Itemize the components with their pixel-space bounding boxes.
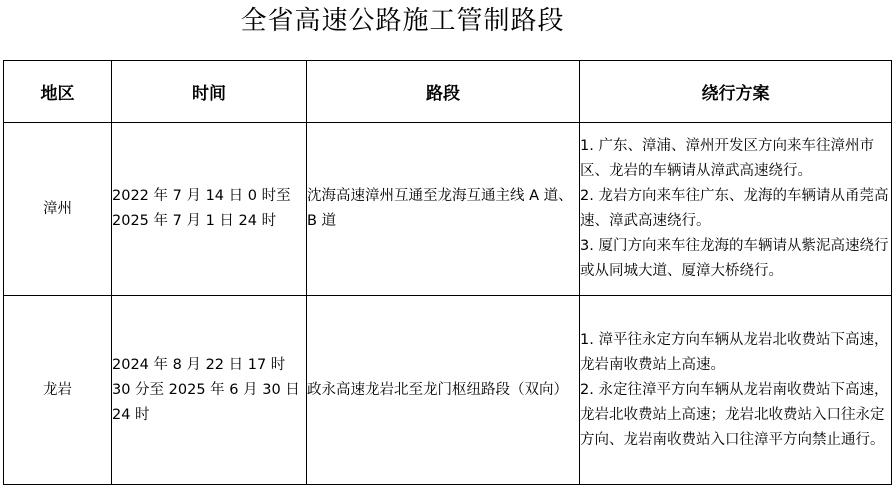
region-cell: 漳州 xyxy=(4,123,112,296)
region-cell: 龙岩 xyxy=(4,296,112,485)
detour-item: 2. 龙岩方向来车往广东、龙海的车辆请从甬莞高速、漳武高速绕行。 xyxy=(580,188,889,229)
time-cell xyxy=(112,296,307,485)
document-title: 全省高速公路施工管制路段 xyxy=(240,6,565,36)
section-cell xyxy=(307,123,580,296)
time-text: 2024 年 8 月 22 日 17 时 30 分至 2025 年 6 月 30 日 24 时 xyxy=(112,356,300,423)
detour-item: 3. 厦门方向来车往龙海的车辆请从紫泥高速绕行或从同城大道、厦漳大桥绕行。 xyxy=(580,238,889,279)
table-row xyxy=(4,123,892,296)
construction-control-table xyxy=(3,60,892,485)
time-cell xyxy=(112,123,307,296)
detour-item: 2. 永定往漳平方向车辆从龙岩南收费站下高速，龙岩北收费站上高速；龙岩北收费站入口往永定方向、龙岩南收费站入口往漳平方向禁止通行。 xyxy=(580,381,889,448)
header-time: 时间 xyxy=(112,61,307,123)
header-row xyxy=(4,61,892,123)
section-cell xyxy=(307,296,580,485)
time-text: 2022 年 7 月 14 日 0 时至 2025 年 7 月 1 日 24 时 xyxy=(112,188,291,229)
section-text: 沈海高速漳州互通至龙海互通主线 A 道、B 道 xyxy=(307,188,573,229)
detour-cell xyxy=(580,123,892,296)
detour-item: 1. 广东、漳浦、漳州开发区方向来车往漳州市区、龙岩的车辆请从漳武高速绕行。 xyxy=(580,138,874,179)
detour-item: 1. 漳平往永定方向车辆从龙岩北收费站下高速，龙岩南收费站上高速。 xyxy=(580,331,889,373)
header-detour: 绕行方案 xyxy=(580,61,892,123)
table-row xyxy=(4,296,892,485)
section-text: 政永高速龙岩北至龙门枢纽路段（双向） xyxy=(307,381,568,398)
detour-cell xyxy=(580,296,892,485)
header-region: 地区 xyxy=(4,61,112,123)
header-section: 路段 xyxy=(307,61,580,123)
